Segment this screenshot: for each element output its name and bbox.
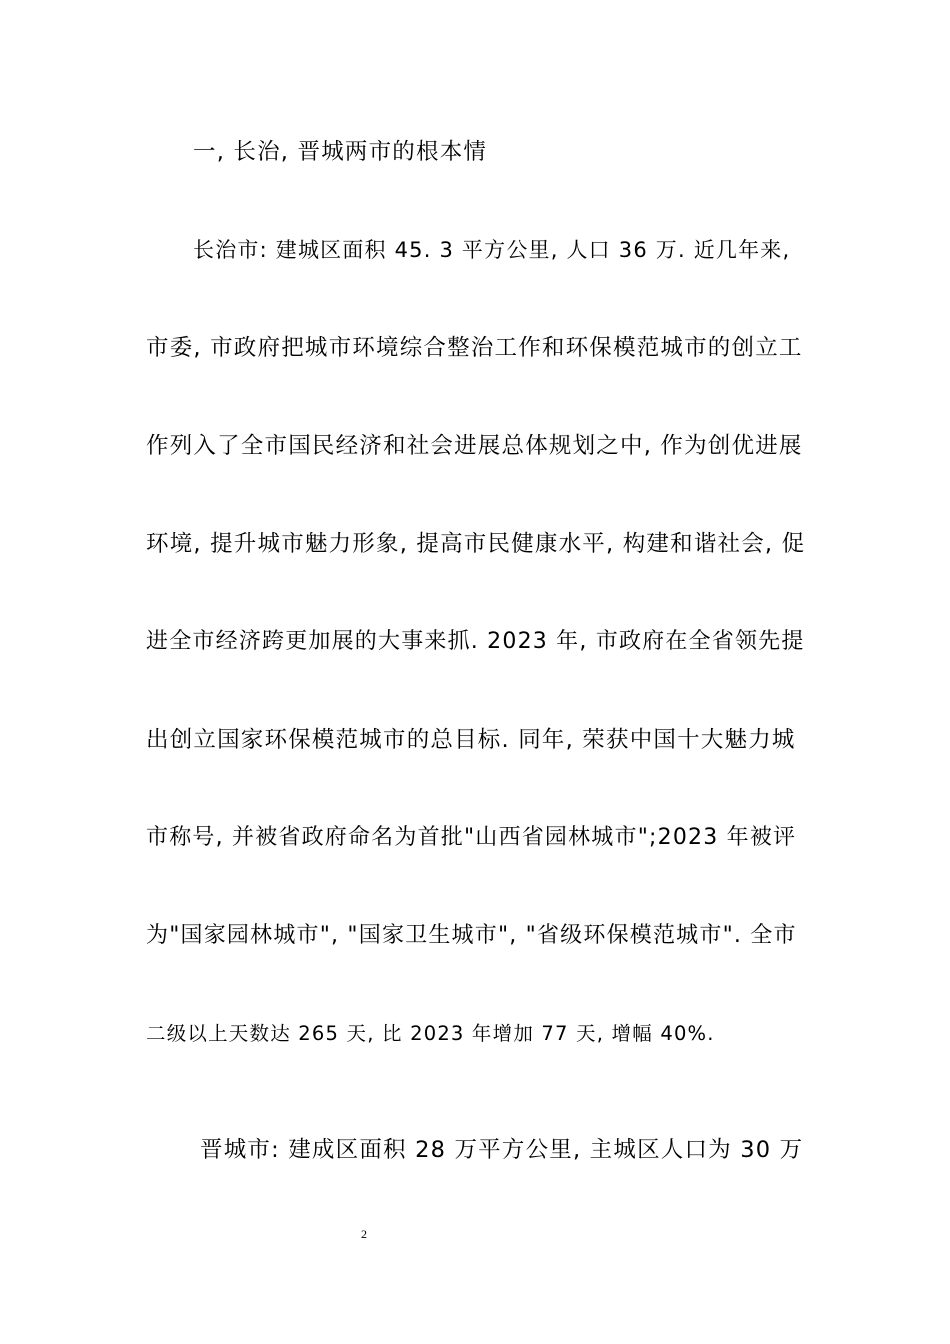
paragraph-line: 市委, 市政府把城市环境综合整治工作和环保模范城市的创立工: [146, 335, 803, 361]
paragraph-line: 晋城市: 建成区面积 28 万平方公里, 主城区人口为 30 万: [200, 1137, 804, 1163]
paragraph-line: 环境, 提升城市魅力形象, 提高市民健康水平, 构建和谐社会, 促: [146, 531, 806, 557]
paragraph-line: 进全市经济跨更加展的大事来抓. 2023 年, 市政府在全省领先提: [146, 629, 805, 654]
paragraph-line: 市称号, 并被省政府命名为首批"山西省园林城市";2023 年被评: [146, 825, 797, 850]
section-heading: 一, 长治, 晋城两市的根本情: [193, 139, 488, 165]
paragraph-line: 为"国家园林城市", "国家卫生城市", "省级环保模范城市". 全市: [146, 923, 797, 948]
paragraph-line: 长治市: 建城区面积 45. 3 平方公里, 人口 36 万. 近几年来,: [193, 238, 791, 262]
paragraph-line: 出创立国家环保模范城市的总目标. 同年, 荣获中国十大魅力城: [146, 727, 796, 753]
paragraph-line: 作列入了全市国民经济和社会进展总体规划之中, 作为创优进展: [146, 433, 803, 459]
paragraph-line: 二级以上天数达 265 天, 比 2023 年增加 77 天, 增幅 40%.: [146, 1022, 715, 1045]
page-number: 2: [361, 1227, 367, 1241]
